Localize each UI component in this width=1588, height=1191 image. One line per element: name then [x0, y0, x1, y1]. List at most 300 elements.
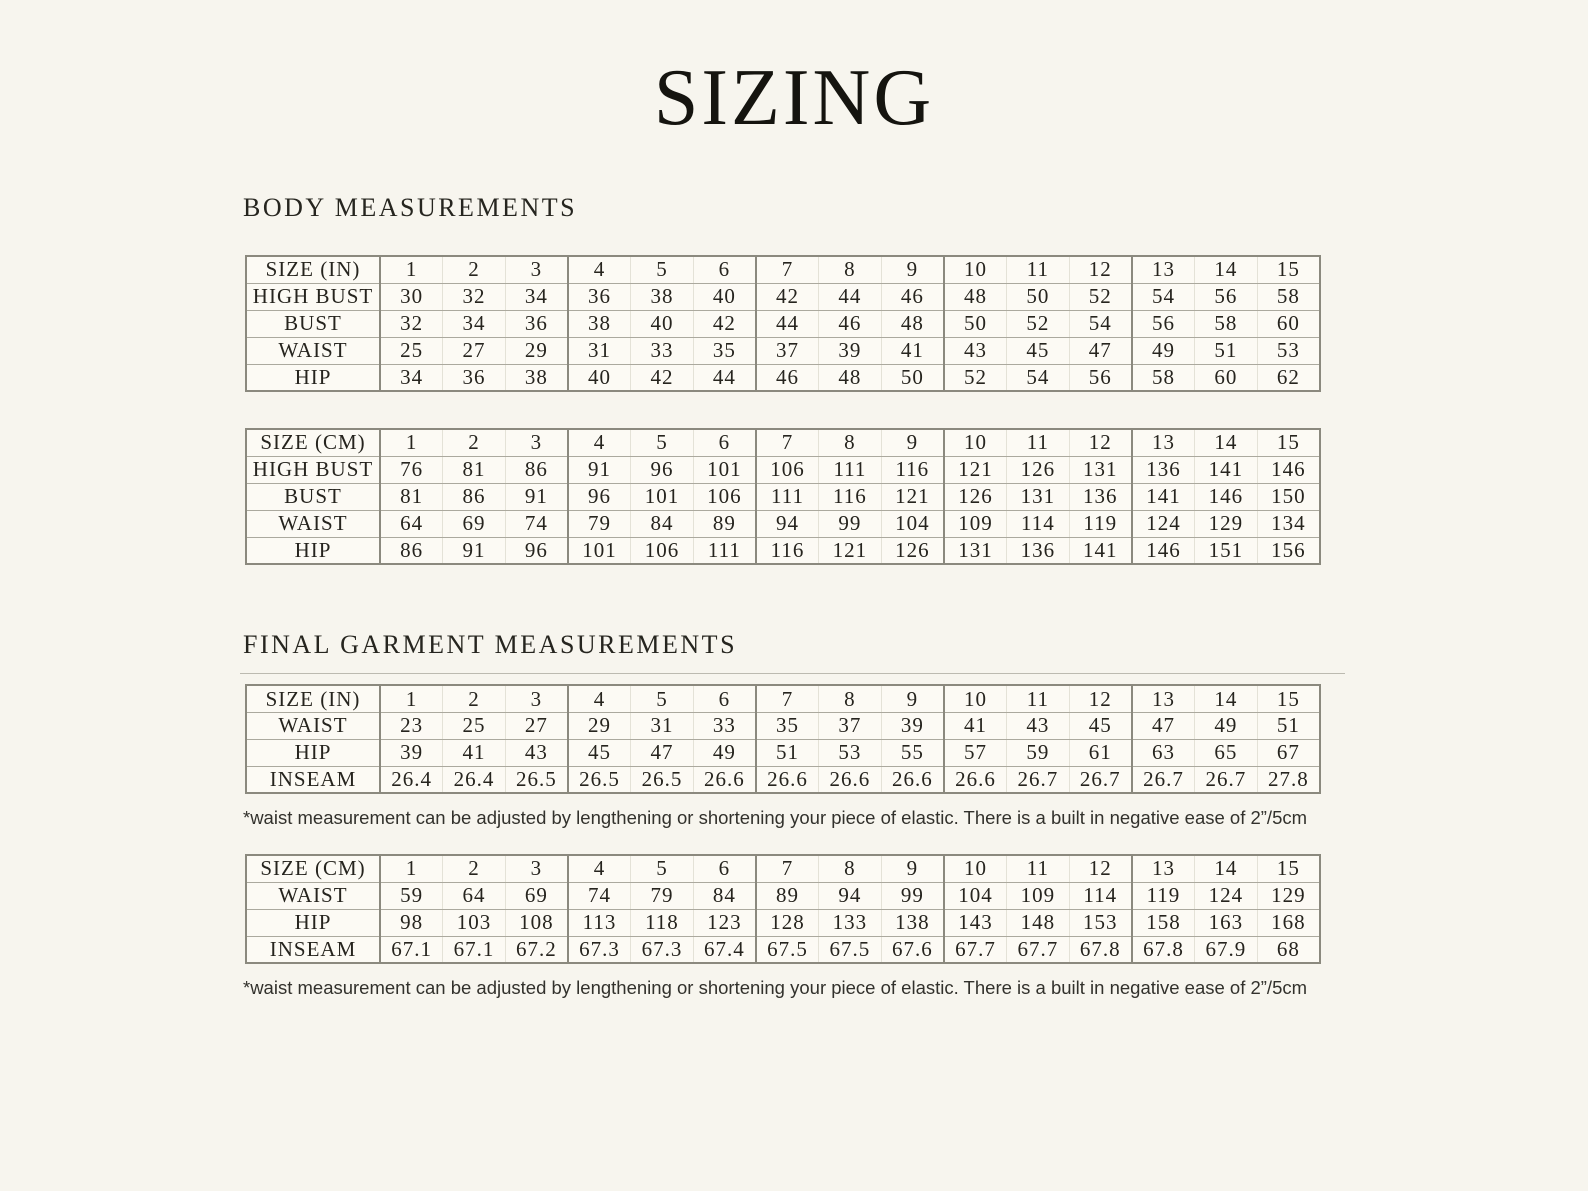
measurement-value: 134 — [1257, 510, 1320, 537]
measurement-value: 32 — [443, 283, 506, 310]
measurement-value: 26.6 — [819, 766, 882, 793]
size-column-header: 15 — [1257, 429, 1320, 456]
measurement-value: 116 — [756, 537, 819, 564]
row-label: HIP — [246, 537, 380, 564]
measurement-value: 39 — [380, 739, 443, 766]
measurement-value: 126 — [881, 537, 944, 564]
elastic-footnote-cm: *waist measurement can be adjusted by lengthening or shortening your piece of elastic. There is a built in negative ease of 2”/5cm — [243, 977, 1308, 999]
size-column-header: 10 — [944, 685, 1007, 712]
size-column-header: 15 — [1257, 855, 1320, 882]
size-column-header: 5 — [631, 855, 694, 882]
size-column-header: 4 — [568, 256, 631, 283]
measurement-value: 50 — [944, 310, 1007, 337]
measurement-value: 26.7 — [1195, 766, 1258, 793]
measurement-value: 40 — [693, 283, 756, 310]
measurement-value: 79 — [568, 510, 631, 537]
measurement-value: 51 — [1257, 712, 1320, 739]
body-measurements-cm-table — [245, 428, 1321, 565]
measurement-value: 131 — [944, 537, 1007, 564]
measurement-value: 26.7 — [1132, 766, 1195, 793]
measurement-value: 131 — [1069, 456, 1132, 483]
measurement-value: 51 — [756, 739, 819, 766]
measurement-value: 99 — [881, 882, 944, 909]
measurement-value: 84 — [693, 882, 756, 909]
measurement-value: 26.6 — [944, 766, 1007, 793]
measurement-value: 45 — [1007, 337, 1070, 364]
measurement-value: 26.5 — [505, 766, 568, 793]
measurement-value: 49 — [693, 739, 756, 766]
size-column-header: 12 — [1069, 429, 1132, 456]
measurement-value: 54 — [1132, 283, 1195, 310]
measurement-value: 129 — [1257, 882, 1320, 909]
measurement-value: 113 — [568, 909, 631, 936]
row-label: WAIST — [246, 712, 380, 739]
measurement-value: 111 — [693, 537, 756, 564]
measurement-value: 136 — [1007, 537, 1070, 564]
table-row — [246, 537, 1320, 564]
measurement-value: 59 — [1007, 739, 1070, 766]
measurement-value: 25 — [443, 712, 506, 739]
measurement-value: 91 — [568, 456, 631, 483]
measurement-value: 37 — [756, 337, 819, 364]
measurement-value: 131 — [1007, 483, 1070, 510]
size-column-header: 14 — [1195, 256, 1258, 283]
measurement-value: 98 — [380, 909, 443, 936]
table-row — [246, 739, 1320, 766]
size-column-header: 11 — [1007, 256, 1070, 283]
measurement-value: 23 — [380, 712, 443, 739]
size-column-header: 9 — [881, 855, 944, 882]
body-measurements-inches-table — [245, 255, 1321, 392]
measurement-value: 91 — [505, 483, 568, 510]
measurement-value: 26.7 — [1069, 766, 1132, 793]
measurement-value: 119 — [1132, 882, 1195, 909]
measurement-value: 31 — [568, 337, 631, 364]
measurement-value: 37 — [819, 712, 882, 739]
measurement-value: 40 — [631, 310, 694, 337]
table-row — [246, 685, 1320, 712]
size-column-header: 13 — [1132, 685, 1195, 712]
measurement-value: 44 — [693, 364, 756, 391]
row-label: HIP — [246, 739, 380, 766]
measurement-value: 59 — [380, 882, 443, 909]
row-label: WAIST — [246, 337, 380, 364]
body-measurements-heading: BODY MEASUREMENTS — [243, 193, 578, 222]
measurement-value: 56 — [1195, 283, 1258, 310]
measurement-value: 26.4 — [443, 766, 506, 793]
measurement-value: 79 — [631, 882, 694, 909]
measurement-value: 34 — [505, 283, 568, 310]
measurement-value: 67.4 — [693, 936, 756, 963]
measurement-value: 55 — [881, 739, 944, 766]
measurement-value: 148 — [1007, 909, 1070, 936]
measurement-value: 35 — [693, 337, 756, 364]
size-column-header: 6 — [693, 256, 756, 283]
table-row — [246, 766, 1320, 793]
measurement-value: 40 — [568, 364, 631, 391]
measurement-value: 27.8 — [1257, 766, 1320, 793]
row-label: HIGH BUST — [246, 456, 380, 483]
size-column-header: 1 — [380, 256, 443, 283]
measurement-value: 41 — [944, 712, 1007, 739]
measurement-value: 143 — [944, 909, 1007, 936]
measurement-value: 60 — [1195, 364, 1258, 391]
measurement-value: 34 — [443, 310, 506, 337]
measurement-value: 141 — [1132, 483, 1195, 510]
measurement-value: 86 — [380, 537, 443, 564]
measurement-value: 54 — [1007, 364, 1070, 391]
size-column-header: 8 — [819, 685, 882, 712]
measurement-value: 121 — [881, 483, 944, 510]
size-column-header: 11 — [1007, 429, 1070, 456]
measurement-value: 60 — [1257, 310, 1320, 337]
table-row — [246, 936, 1320, 963]
size-column-header: 15 — [1257, 256, 1320, 283]
measurement-value: 64 — [380, 510, 443, 537]
measurement-value: 62 — [1257, 364, 1320, 391]
measurement-value: 39 — [881, 712, 944, 739]
table-row — [246, 909, 1320, 936]
measurement-value: 168 — [1257, 909, 1320, 936]
measurement-value: 123 — [693, 909, 756, 936]
measurement-value: 52 — [1069, 283, 1132, 310]
measurement-value: 96 — [568, 483, 631, 510]
size-column-header: 5 — [631, 685, 694, 712]
measurement-value: 81 — [380, 483, 443, 510]
measurement-value: 26.4 — [380, 766, 443, 793]
size-column-header: 11 — [1007, 855, 1070, 882]
measurement-value: 119 — [1069, 510, 1132, 537]
size-column-header: 5 — [631, 429, 694, 456]
measurement-value: 29 — [568, 712, 631, 739]
measurement-value: 106 — [756, 456, 819, 483]
measurement-value: 67.2 — [505, 936, 568, 963]
measurement-value: 146 — [1132, 537, 1195, 564]
measurement-value: 45 — [568, 739, 631, 766]
size-column-header: 8 — [819, 429, 882, 456]
size-column-header: 3 — [505, 256, 568, 283]
measurement-value: 94 — [756, 510, 819, 537]
table-corner-label: SIZE (CM) — [246, 855, 380, 882]
size-column-header: 14 — [1195, 855, 1258, 882]
measurement-value: 27 — [505, 712, 568, 739]
measurement-value: 67.8 — [1132, 936, 1195, 963]
measurement-value: 121 — [944, 456, 1007, 483]
measurement-value: 42 — [756, 283, 819, 310]
measurement-value: 38 — [631, 283, 694, 310]
size-column-header: 9 — [881, 685, 944, 712]
size-column-header: 14 — [1195, 685, 1258, 712]
measurement-value: 48 — [881, 310, 944, 337]
measurement-value: 74 — [568, 882, 631, 909]
size-column-header: 2 — [443, 429, 506, 456]
measurement-value: 111 — [756, 483, 819, 510]
size-column-header: 13 — [1132, 429, 1195, 456]
size-column-header: 3 — [505, 685, 568, 712]
measurement-value: 38 — [505, 364, 568, 391]
measurement-value: 29 — [505, 337, 568, 364]
measurement-value: 67.1 — [443, 936, 506, 963]
measurement-value: 67.3 — [568, 936, 631, 963]
measurement-value: 136 — [1132, 456, 1195, 483]
table-corner-label: SIZE (IN) — [246, 685, 380, 712]
size-column-header: 5 — [631, 256, 694, 283]
size-column-header: 10 — [944, 429, 1007, 456]
table-row — [246, 456, 1320, 483]
measurement-value: 163 — [1195, 909, 1258, 936]
measurement-value: 46 — [756, 364, 819, 391]
measurement-value: 86 — [505, 456, 568, 483]
measurement-value: 91 — [443, 537, 506, 564]
row-label: INSEAM — [246, 936, 380, 963]
measurement-value: 58 — [1257, 283, 1320, 310]
table-row — [246, 882, 1320, 909]
size-column-header: 10 — [944, 855, 1007, 882]
size-column-header: 6 — [693, 855, 756, 882]
measurement-value: 96 — [631, 456, 694, 483]
size-column-header: 4 — [568, 855, 631, 882]
measurement-value: 68 — [1257, 936, 1320, 963]
size-column-header: 2 — [443, 685, 506, 712]
measurement-value: 114 — [1069, 882, 1132, 909]
measurement-value: 76 — [380, 456, 443, 483]
measurement-value: 67.1 — [380, 936, 443, 963]
measurement-value: 26.5 — [568, 766, 631, 793]
table-row — [246, 256, 1320, 283]
measurement-value: 33 — [631, 337, 694, 364]
measurement-value: 114 — [1007, 510, 1070, 537]
measurement-value: 109 — [1007, 882, 1070, 909]
measurement-value: 69 — [443, 510, 506, 537]
page-title: SIZING — [653, 54, 935, 142]
measurement-value: 151 — [1195, 537, 1258, 564]
size-column-header: 3 — [505, 855, 568, 882]
row-label: WAIST — [246, 510, 380, 537]
measurement-value: 58 — [1195, 310, 1258, 337]
garment-measurements-section — [0, 629, 1588, 1002]
row-label: INSEAM — [246, 766, 380, 793]
row-label: HIP — [246, 364, 380, 391]
measurement-value: 27 — [443, 337, 506, 364]
measurement-value: 51 — [1195, 337, 1258, 364]
measurement-value: 116 — [881, 456, 944, 483]
measurement-value: 109 — [944, 510, 1007, 537]
size-column-header: 1 — [380, 685, 443, 712]
measurement-value: 47 — [1069, 337, 1132, 364]
measurement-value: 138 — [881, 909, 944, 936]
measurement-value: 67.3 — [631, 936, 694, 963]
measurement-value: 150 — [1257, 483, 1320, 510]
measurement-value: 46 — [819, 310, 882, 337]
size-column-header: 15 — [1257, 685, 1320, 712]
size-column-header: 7 — [756, 429, 819, 456]
measurement-value: 38 — [568, 310, 631, 337]
measurement-value: 25 — [380, 337, 443, 364]
size-column-header: 8 — [819, 256, 882, 283]
measurement-value: 54 — [1069, 310, 1132, 337]
measurement-value: 141 — [1069, 537, 1132, 564]
measurement-value: 44 — [819, 283, 882, 310]
measurement-value: 45 — [1069, 712, 1132, 739]
measurement-value: 101 — [693, 456, 756, 483]
measurement-value: 57 — [944, 739, 1007, 766]
measurement-value: 74 — [505, 510, 568, 537]
measurement-value: 101 — [568, 537, 631, 564]
measurement-value: 146 — [1195, 483, 1258, 510]
measurement-value: 26.6 — [756, 766, 819, 793]
size-column-header: 12 — [1069, 256, 1132, 283]
size-column-header: 4 — [568, 429, 631, 456]
measurement-value: 158 — [1132, 909, 1195, 936]
measurement-value: 52 — [1007, 310, 1070, 337]
measurement-value: 49 — [1132, 337, 1195, 364]
table-row — [246, 429, 1320, 456]
heading-underline — [240, 673, 1345, 674]
measurement-value: 26.5 — [631, 766, 694, 793]
table-row — [246, 712, 1320, 739]
measurement-value: 44 — [756, 310, 819, 337]
measurement-value: 67.7 — [944, 936, 1007, 963]
measurement-value: 124 — [1195, 882, 1258, 909]
measurement-value: 41 — [443, 739, 506, 766]
measurement-value: 67.6 — [881, 936, 944, 963]
measurement-value: 53 — [1257, 337, 1320, 364]
measurement-value: 56 — [1069, 364, 1132, 391]
measurement-value: 26.6 — [881, 766, 944, 793]
size-column-header: 13 — [1132, 855, 1195, 882]
measurement-value: 26.6 — [693, 766, 756, 793]
measurement-value: 153 — [1069, 909, 1132, 936]
table-row — [246, 283, 1320, 310]
measurement-value: 156 — [1257, 537, 1320, 564]
measurement-value: 43 — [1007, 712, 1070, 739]
measurement-value: 129 — [1195, 510, 1258, 537]
measurement-value: 64 — [443, 882, 506, 909]
measurement-value: 33 — [693, 712, 756, 739]
row-label: HIGH BUST — [246, 283, 380, 310]
measurement-value: 133 — [819, 909, 882, 936]
measurement-value: 42 — [693, 310, 756, 337]
table-corner-label: SIZE (CM) — [246, 429, 380, 456]
measurement-value: 104 — [881, 510, 944, 537]
measurement-value: 32 — [380, 310, 443, 337]
measurement-value: 48 — [944, 283, 1007, 310]
measurement-value: 49 — [1195, 712, 1258, 739]
measurement-value: 101 — [631, 483, 694, 510]
garment-measurements-heading: FINAL GARMENT MEASUREMENTS — [243, 630, 738, 660]
measurement-value: 65 — [1195, 739, 1258, 766]
measurement-value: 46 — [881, 283, 944, 310]
row-label: BUST — [246, 310, 380, 337]
measurement-value: 56 — [1132, 310, 1195, 337]
measurement-value: 136 — [1069, 483, 1132, 510]
measurement-value: 67 — [1257, 739, 1320, 766]
measurement-value: 118 — [631, 909, 694, 936]
table-row — [246, 310, 1320, 337]
measurement-value: 126 — [1007, 456, 1070, 483]
size-column-header: 7 — [756, 256, 819, 283]
measurement-value: 106 — [631, 537, 694, 564]
measurement-value: 81 — [443, 456, 506, 483]
size-column-header: 9 — [881, 256, 944, 283]
garment-measurements-cm-table — [245, 854, 1321, 964]
measurement-value: 67.8 — [1069, 936, 1132, 963]
measurement-value: 36 — [443, 364, 506, 391]
measurement-value: 67.5 — [819, 936, 882, 963]
measurement-value: 108 — [505, 909, 568, 936]
measurement-value: 36 — [568, 283, 631, 310]
size-column-header: 1 — [380, 855, 443, 882]
table-corner-label: SIZE (IN) — [246, 256, 380, 283]
size-column-header: 6 — [693, 429, 756, 456]
measurement-value: 99 — [819, 510, 882, 537]
measurement-value: 67.5 — [756, 936, 819, 963]
measurement-value: 89 — [693, 510, 756, 537]
table-row — [246, 364, 1320, 391]
measurement-value: 111 — [819, 456, 882, 483]
measurement-value: 141 — [1195, 456, 1258, 483]
size-column-header: 7 — [756, 855, 819, 882]
measurement-value: 104 — [944, 882, 1007, 909]
measurement-value: 39 — [819, 337, 882, 364]
elastic-footnote-inches: *waist measurement can be adjusted by lengthening or shortening your piece of elastic. There is a built in negative ease of 2”/5cm — [243, 807, 1308, 829]
measurement-value: 43 — [944, 337, 1007, 364]
row-label: HIP — [246, 909, 380, 936]
table-row — [246, 855, 1320, 882]
measurement-value: 36 — [505, 310, 568, 337]
garment-measurements-inches-table — [245, 684, 1321, 794]
size-column-header: 13 — [1132, 256, 1195, 283]
measurement-value: 96 — [505, 537, 568, 564]
measurement-value: 94 — [819, 882, 882, 909]
row-label: WAIST — [246, 882, 380, 909]
measurement-value: 121 — [819, 537, 882, 564]
measurement-value: 106 — [693, 483, 756, 510]
measurement-value: 42 — [631, 364, 694, 391]
measurement-value: 116 — [819, 483, 882, 510]
measurement-value: 124 — [1132, 510, 1195, 537]
size-column-header: 7 — [756, 685, 819, 712]
measurement-value: 41 — [881, 337, 944, 364]
size-column-header: 12 — [1069, 685, 1132, 712]
measurement-value: 61 — [1069, 739, 1132, 766]
measurement-value: 48 — [819, 364, 882, 391]
size-column-header: 1 — [380, 429, 443, 456]
measurement-value: 126 — [944, 483, 1007, 510]
size-column-header: 8 — [819, 855, 882, 882]
measurement-value: 31 — [631, 712, 694, 739]
size-column-header: 9 — [881, 429, 944, 456]
measurement-value: 50 — [1007, 283, 1070, 310]
table-row — [246, 483, 1320, 510]
measurement-value: 84 — [631, 510, 694, 537]
measurement-value: 128 — [756, 909, 819, 936]
measurement-value: 69 — [505, 882, 568, 909]
measurement-value: 67.9 — [1195, 936, 1258, 963]
size-column-header: 14 — [1195, 429, 1258, 456]
size-column-header: 2 — [443, 256, 506, 283]
measurement-value: 35 — [756, 712, 819, 739]
measurement-value: 67.7 — [1007, 936, 1070, 963]
size-column-header: 10 — [944, 256, 1007, 283]
size-column-header: 4 — [568, 685, 631, 712]
measurement-value: 47 — [1132, 712, 1195, 739]
measurement-value: 43 — [505, 739, 568, 766]
size-column-header: 11 — [1007, 685, 1070, 712]
measurement-value: 58 — [1132, 364, 1195, 391]
measurement-value: 30 — [380, 283, 443, 310]
measurement-value: 50 — [881, 364, 944, 391]
